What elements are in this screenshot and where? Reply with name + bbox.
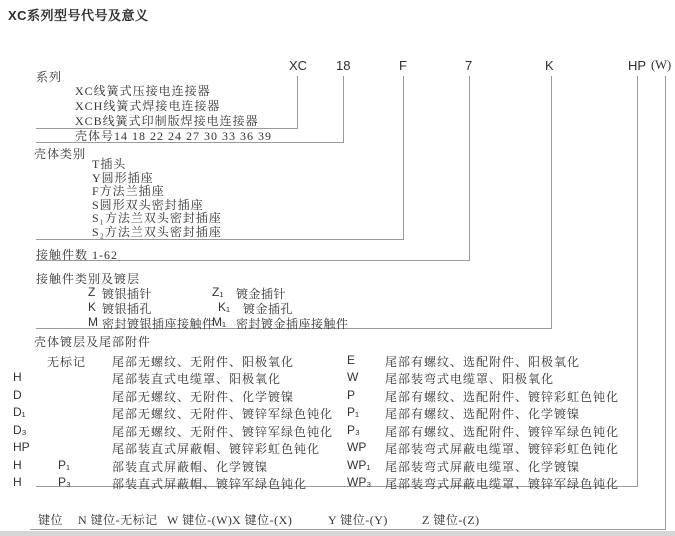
series-item: XCB线簧式印制版焊接电连接器: [75, 114, 259, 128]
keying-item: X 键位-(X): [232, 513, 293, 527]
contact-code: Z: [88, 285, 96, 299]
plating-code-left-2: P₃: [58, 475, 71, 489]
plating-desc-left: 尾部无螺纹、无附件、镀锌军绿色钝化: [112, 407, 334, 421]
plating-desc-left: 尾部无螺纹、无附件、化学镀镍: [112, 390, 295, 404]
code-part-shell-plating: HP: [628, 58, 647, 73]
plating-code-left: H: [13, 458, 22, 472]
plating-code-left-2: P₁: [58, 458, 71, 472]
code-part-keying: (W): [651, 58, 672, 72]
shell-plating-row: [0, 475, 675, 489]
series-items: [75, 84, 272, 144]
shell-plating-row: [0, 370, 675, 384]
series-item: XC线簧式压接电连接器: [75, 84, 211, 98]
plating-desc-right: 尾部有螺纹、选配附件、化学镀镍: [385, 407, 581, 421]
contact-desc: 镀银插针: [102, 287, 153, 301]
plating-desc-right: 尾部有螺纹、选配附件、阳极氧化: [385, 355, 581, 369]
plating-desc-left: 尾部无螺纹、无附件、阳极氧化: [112, 355, 295, 369]
code-part-shell-number: 18: [336, 58, 351, 73]
contact-count-label: 接触件数 1-62: [36, 248, 118, 262]
contact-plating-label: 接触件类别及镀层: [36, 272, 141, 286]
series-item: XCH线簧式焊接电连接器: [75, 99, 221, 113]
plating-code-right: P₁: [347, 405, 360, 419]
code-part-contact-count: 7: [465, 58, 473, 73]
shell-plating-label: 壳体镀层及尾部附件: [34, 335, 152, 349]
shell-category-label: 壳体类别: [34, 147, 87, 161]
shell-category-item: S圆形双头密封插座: [92, 197, 204, 212]
contact-desc: 密封镀银插座接触件: [102, 317, 215, 331]
plating-code-left: 无标记: [47, 355, 87, 369]
series-label: 系列: [36, 70, 63, 84]
plating-desc-right: 尾部有螺纹、选配附件、镀锌彩虹色钝化: [385, 390, 620, 404]
shell-category-item: S₂方法兰双头密封插座: [92, 224, 222, 239]
shell-plating-row: [0, 353, 675, 367]
keying-item: Y 键位-(Y): [328, 513, 388, 527]
code-part-contact-plating: K: [545, 58, 554, 73]
contact-code: M: [88, 315, 98, 329]
shell-plating-row: [0, 440, 675, 454]
plating-code-left: H: [13, 370, 22, 384]
contact-desc: 密封镀金插座接触件: [236, 317, 349, 331]
keying-item: W 键位-(W): [167, 513, 233, 527]
plating-desc-left: 尾部装直式电缆罩、阳极氧化: [112, 372, 282, 386]
shell-number-row: 壳体号14 18 22 24 27 30 33 36 39: [75, 129, 273, 143]
plating-desc-right: 尾部装弯式屏蔽电缆罩、化学镀镍: [385, 460, 581, 474]
plating-code-left: D₃: [13, 423, 27, 437]
shell-category-items: [92, 158, 222, 240]
shell-category-item: Y圆形插座: [92, 170, 154, 185]
plating-desc-left: 尾部无螺纹、无附件、镀锌军绿色钝化: [112, 425, 334, 439]
page-title: XC系列型号代号及意义: [8, 8, 149, 23]
shell-category-item: T插头: [92, 157, 127, 171]
plating-code-right: WP: [347, 440, 367, 454]
plating-code-left: H: [13, 475, 22, 489]
code-part-shell-category: F: [399, 58, 407, 73]
plating-code-right: WP₃: [347, 475, 372, 489]
shell-plating-row: [0, 423, 675, 437]
plating-desc-right: 尾部有螺纹、选配附件、镀锌军绿色钝化: [385, 425, 620, 439]
plating-code-right: E: [347, 353, 356, 367]
code-part-series: XC: [289, 58, 308, 73]
plating-code-left: D: [13, 388, 22, 402]
plating-desc-left: 部装直式屏蔽帽、镀锌军绿色钝化: [112, 477, 308, 491]
contact-code: K: [88, 300, 97, 314]
plating-desc-right: 尾部装弯式屏蔽电缆罩、镀锌军绿色钝化: [385, 477, 620, 491]
keying-item: Z 键位-(Z): [422, 513, 480, 527]
plating-desc-left: 尾部装直式屏蔽帽、镀锌彩虹色钝化: [112, 442, 321, 456]
contact-desc: 镀金插孔: [243, 302, 294, 316]
contact-plating-row: [88, 285, 668, 300]
plating-code-right: P: [347, 388, 356, 402]
plating-code-right: W: [347, 370, 359, 384]
plating-desc-left: 部装直式屏蔽帽、化学镀镍: [112, 460, 269, 474]
plating-code-right: P₃: [347, 423, 360, 437]
contact-plating-row: [88, 300, 668, 315]
plating-code-left: HP: [13, 440, 30, 454]
plating-code-left: D₁: [13, 405, 26, 419]
contact-code: K₁: [218, 300, 231, 314]
keying-label: 键位: [38, 513, 64, 527]
plating-code-right: WP₁: [347, 458, 371, 472]
contact-plating-row: [88, 315, 668, 330]
shell-category-item: S₁方法兰双头密封插座: [92, 211, 222, 226]
keying-item: N 键位-无标记: [78, 513, 158, 527]
shell-category-item: F方法兰插座: [92, 184, 165, 199]
contact-code: M₁: [212, 315, 227, 329]
shell-plating-row: [0, 388, 675, 402]
page-bottom-band: [0, 531, 675, 536]
shell-plating-row: [0, 405, 675, 419]
plating-desc-right: 尾部装弯式屏蔽电缆罩、镀锌彩虹色钝化: [385, 442, 620, 456]
shell-plating-row: [0, 458, 675, 472]
contact-desc: 镀银插孔: [102, 302, 153, 316]
contact-code: Z₁: [212, 285, 224, 299]
plating-desc-right: 尾部装弯式电缆罩、阳极氧化: [385, 372, 555, 386]
contact-desc: 镀金插针: [236, 287, 287, 301]
